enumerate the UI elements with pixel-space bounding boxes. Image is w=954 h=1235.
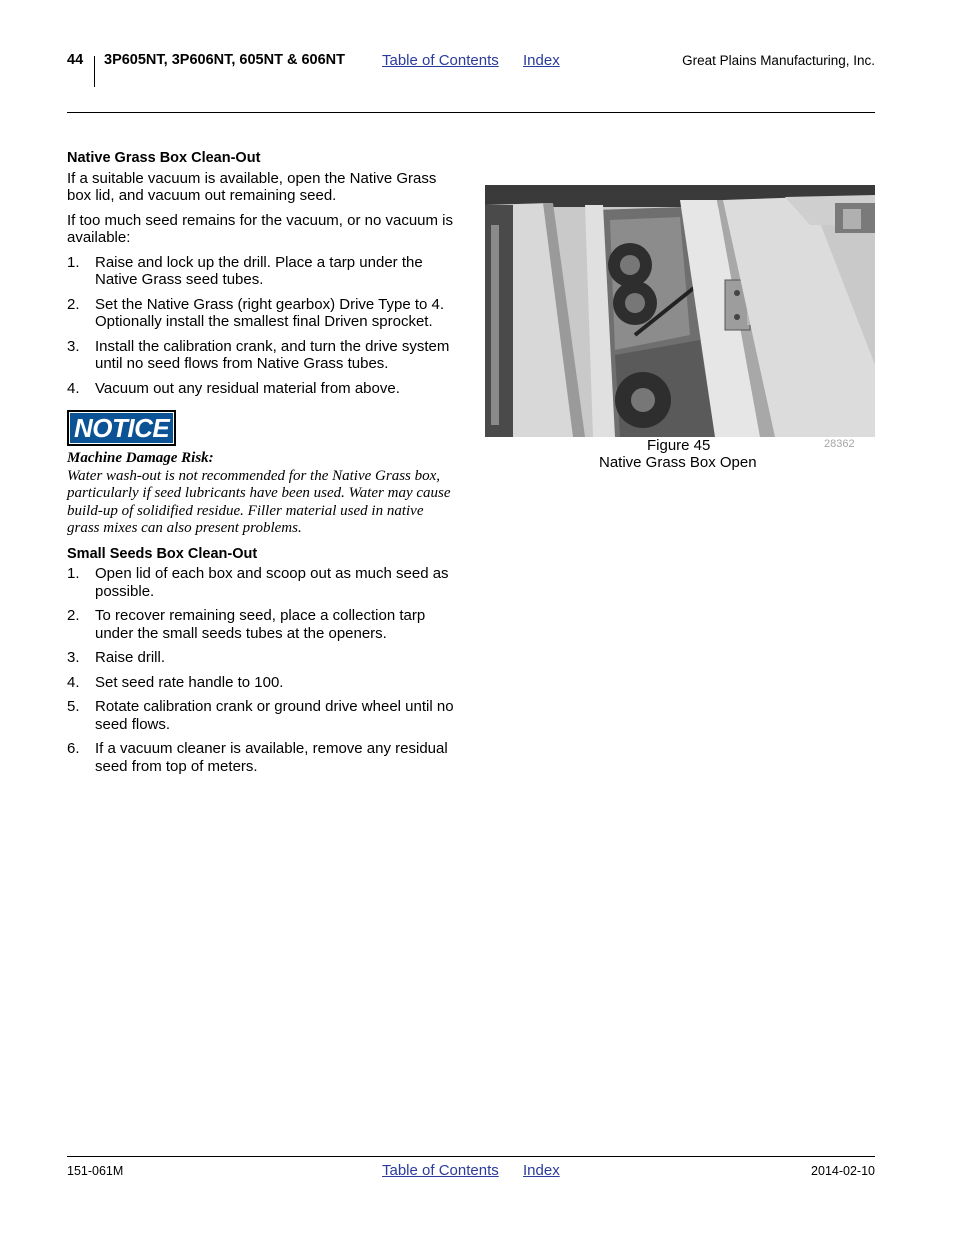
small-seeds-steps (67, 565, 459, 775)
native-grass-para-2: If too much seed remains for the vacuum, or no vacuum is available: (67, 211, 454, 246)
notice-body: Water wash-out is not recommended for the Native Grass box, particularly if seed lubricants have been used. Water may cause build-up of solidified residue. Filler material used in native grass mixes can also present problems. (67, 467, 451, 536)
list-item (67, 565, 459, 600)
header-rule (67, 112, 875, 113)
small-seeds-heading: Small Seeds Box Clean-Out (67, 545, 258, 562)
footer-toc-link[interactable]: Table of Contents (382, 1162, 499, 1179)
header-separator (94, 56, 95, 87)
page-number: 44 (67, 52, 84, 68)
step-text: Set seed rate handle to 100. (95, 673, 284, 691)
doc-number: 151-061M (67, 1164, 124, 1178)
step-number: 4. (67, 673, 80, 691)
native-grass-steps (67, 254, 459, 398)
native-grass-box-photo (485, 185, 875, 437)
main-column (67, 150, 459, 782)
notice-badge-label: NOTICE (70, 413, 173, 443)
company-name: Great Plains Manufacturing, Inc. (682, 53, 875, 68)
step-text: Set the Native Grass (right gearbox) Drive Type to 4. Optionally install the smallest final Driven sprocket. (95, 295, 445, 330)
step-text: Rotate calibration crank or ground drive wheel until no seed flows. (95, 698, 454, 733)
list-item (67, 740, 459, 775)
step-text: To recover remaining seed, place a collection tarp under the small seeds tubes at the openers. (95, 607, 426, 642)
list-item (67, 338, 459, 373)
native-grass-heading: Native Grass Box Clean-Out (67, 150, 261, 166)
step-number: 4. (67, 379, 80, 397)
doc-date: 2014-02-10 (811, 1164, 875, 1178)
step-number: 1. (67, 565, 80, 582)
step-text: Raise drill. (95, 649, 166, 666)
footer-rule (67, 1156, 875, 1157)
step-number: 5. (67, 698, 80, 715)
step-text: Vacuum out any residual material from above. (95, 379, 400, 397)
step-number: 1. (67, 253, 80, 271)
step-text: If a vacuum cleaner is available, remove any residual seed from top of meters. (95, 740, 448, 775)
list-item (67, 649, 459, 667)
list-item (67, 698, 459, 733)
notice-title: Machine Damage Risk: (67, 450, 214, 466)
step-number: 2. (67, 607, 80, 624)
figure-number: Figure 45 (647, 437, 711, 454)
figure-photo (485, 185, 875, 437)
step-number: 3. (67, 649, 80, 666)
list-item (67, 254, 459, 289)
step-number: 3. (67, 337, 80, 355)
footer-index-link[interactable]: Index (523, 1162, 560, 1179)
list-item (67, 296, 459, 331)
figure-title: Native Grass Box Open (599, 454, 757, 471)
manual-title: 3P605NT, 3P606NT, 605NT & 606NT (104, 52, 345, 68)
figure-image-id: 28362 (824, 438, 855, 450)
notice-badge (67, 410, 176, 446)
step-text: Open lid of each box and scoop out as much seed as possible. (95, 565, 449, 600)
header-toc-link[interactable]: Table of Contents (382, 52, 499, 69)
header-index-link[interactable]: Index (523, 52, 560, 69)
step-text: Install the calibration crank, and turn the drive system until no seed flows from Native Grass tubes. (95, 337, 450, 372)
step-text: Raise and lock up the drill. Place a tarp under the Native Grass seed tubes. (95, 253, 423, 288)
list-item (67, 380, 459, 398)
native-grass-para-1: If a suitable vacuum is available, open the Native Grass box lid, and vacuum out remaining seed. (67, 169, 437, 204)
step-number: 2. (67, 295, 80, 313)
step-number: 6. (67, 740, 80, 757)
list-item (67, 674, 459, 692)
list-item (67, 607, 459, 642)
